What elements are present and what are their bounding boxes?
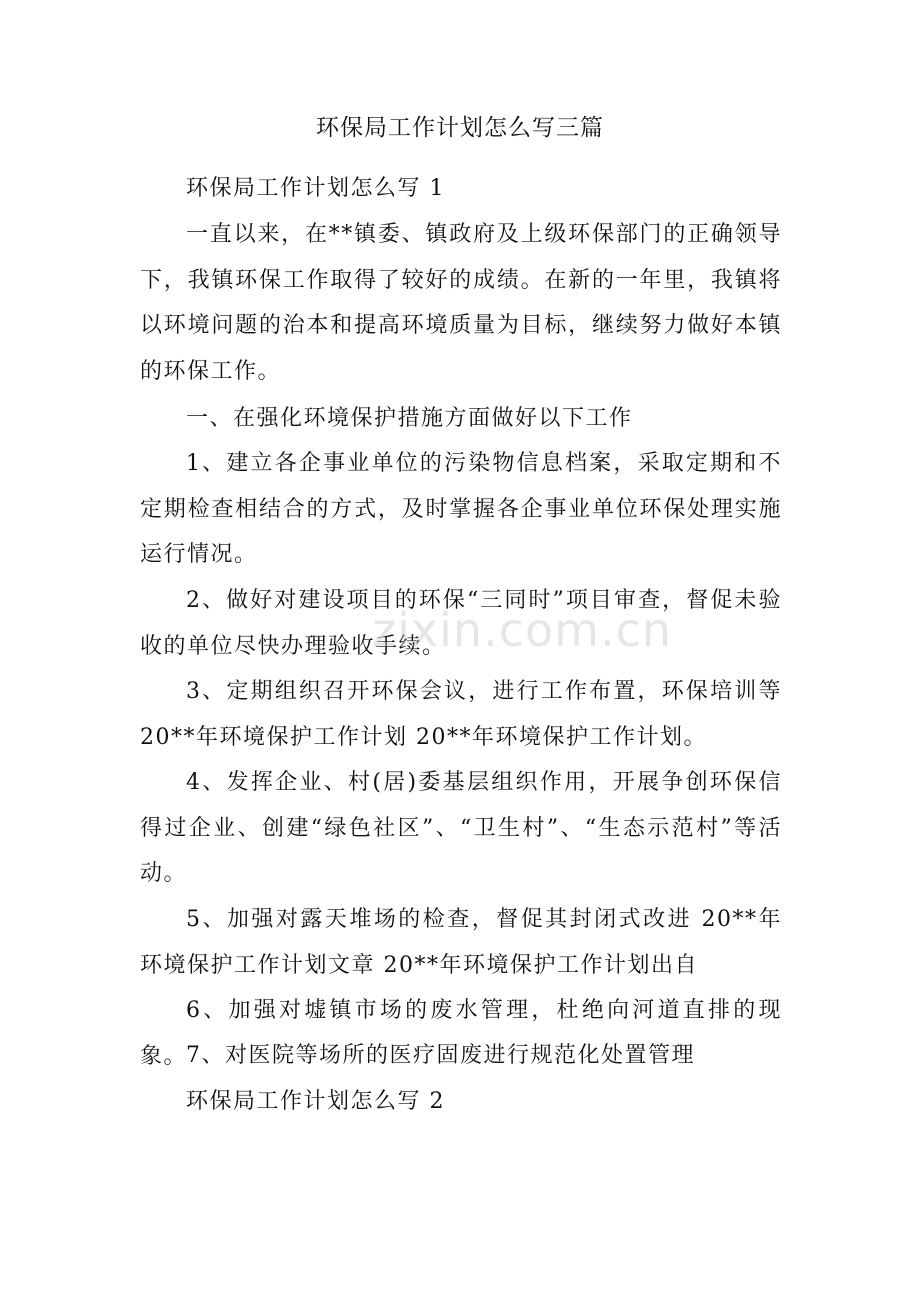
list-item-3: 3、定期组织召开环保会议，进行工作布置，环保培训等 20**年环境保护工作计划 20**年环境保护工作计划。 xyxy=(140,679,782,750)
subsection-heading: 一、在强化环境保护措施方面做好以下工作 xyxy=(186,406,633,431)
intro-paragraph: 一直以来，在**镇委、镇政府及上级环保部门的正确领导下，我镇环保工作取得了较好的成绩。在新的一年里，我镇将以环境问题的治本和提高环境质量为目标，继续努力做好本镇的环保工作。 xyxy=(140,222,782,384)
list-item-1: 1、建立各企事业单位的污染物信息档案，采取定期和不定期检查相结合的方式，及时掌握各企事业单位环保处理实施运行情况。 xyxy=(140,451,782,567)
list-item-5: 5、加强对露天堆场的检查，督促其封闭式改进 20**年环境保护工作计划文章 20**年环境保护工作计划出自 xyxy=(140,907,782,978)
list-item-4: 4、发挥企业、村(居)委基层组织作用，开展争创环保信得过企业、创建“绿色社区”、“卫生村”、“生态示范村”等活动。 xyxy=(140,770,782,886)
watermark: zixin.com.cn xyxy=(372,603,673,657)
section-heading-2: 环保局工作计划怎么写 2 xyxy=(186,1089,445,1114)
list-item-6: 6、加强对墟镇市场的废水管理，杜绝向河道直排的现象。 xyxy=(140,998,782,1069)
section-heading-1: 环保局工作计划怎么写 1 xyxy=(186,176,445,201)
document-title: 环保局工作计划怎么写三篇 xyxy=(316,115,604,141)
list-item-2: 2、做好对建设项目的环保“三同时”项目审查，督促未验收的单位尽快办理验收手续。 xyxy=(140,588,782,659)
list-item-7: 7、对医院等场所的医疗固废进行规范化处置管理 xyxy=(186,1043,695,1068)
